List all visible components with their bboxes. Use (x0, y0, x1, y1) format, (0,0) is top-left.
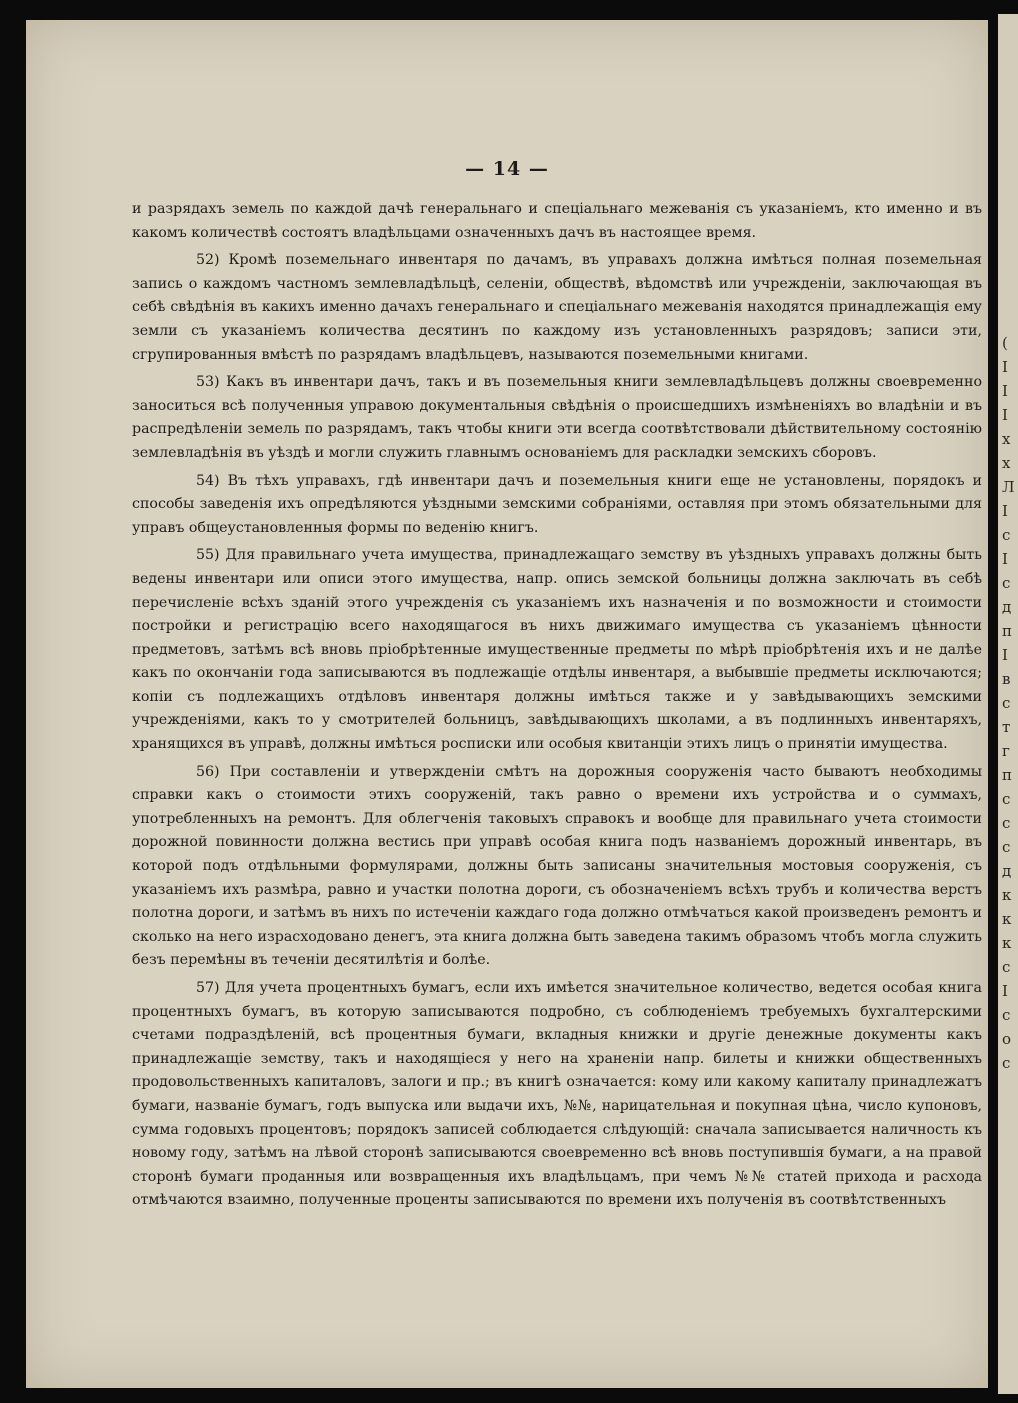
next-page-edge-letter: к (1002, 934, 1012, 952)
page-number: — 14 — (465, 158, 549, 180)
next-page-edge-letter: с (1002, 1054, 1011, 1072)
next-page-edge-letter: с (1002, 814, 1011, 832)
next-page-edge-letter: в (1002, 670, 1011, 688)
next-page-edge-letter: ( (1002, 334, 1008, 352)
document-body (132, 198, 982, 1213)
paragraph-56: 56) При составленіи и утвержденіи смѣтъ на дорожныя сооруженія часто бываютъ необходимы справки какъ о стоимости этихъ сооруженій, такъ равно о времени ихъ устройства и о суммахъ, употребленныхъ на ремонтъ. Для облегченія таковыхъ справокъ и вообще для правильнаго учета стоимости дорожной повинности должна вестись при управѣ особая книга подъ названіемъ дорожный инвентарь, въ которой подъ отдѣльными формулярами, должны быть записаны значительныя мостовыя сооруженія, съ указаніемъ ихъ размѣра, равно и участки полотна дороги, съ обозначеніемъ всѣхъ трубъ и количества верстъ полотна дороги, и затѣмъ въ нихъ по истеченіи каждаго года должно отмѣчаться какой произведенъ ремонтъ и сколько на него израсходовано денегъ, эта книга должна быть заведена такимъ образомъ чтобъ могла служить безъ перемѣны въ теченіи десятилѣтія и болѣе. (132, 763, 982, 969)
next-page-edge-letter: с (1002, 838, 1011, 856)
next-page-edge-letter: I (1002, 982, 1008, 1000)
paragraph-52: 52) Кромѣ поземельнаго инвентаря по дачамъ, въ управахъ должна имѣться полная поземельная запись о каждомъ частномъ землевладѣльцѣ, селеніи, обществѣ, вѣдомствѣ или учрежденіи, заключающая въ себѣ свѣдѣнія въ какихъ именно дачахъ генеральнаго и спеціальнаго межеванія находятся принадлежащія ему земли съ указаніемъ количества десятинъ по каждому изъ установленныхъ разрядовъ; записи эти, сгрупированныя вмѣстѣ по разрядамъ владѣльцевъ, называются поземельными книгами. (132, 252, 982, 363)
next-page-edge-letter: с (1002, 790, 1011, 808)
next-page-edge-letter: x (1002, 454, 1011, 472)
paragraph-53: 53) Какъ въ инвентари дачъ, такъ и въ поземельныя книги землевладѣльцевъ должны своевременно заноситься всѣ полученныя управою документальныя свѣдѣнія о происшедшихъ измѣненіяхъ во владѣніи и въ распредѣленіи земель по разрядамъ, такъ чтобы книги эти всегда соотвѣтствовали дѣйствительному состоянію землевладѣнія въ уѣздѣ и могли служить главнымъ основаніемъ для раскладки земскихъ сборовъ. (132, 374, 982, 461)
next-page-edge-letter: с (1002, 958, 1011, 976)
next-page-edge-letter: I (1002, 382, 1008, 400)
next-page-edge-letter: I (1002, 550, 1008, 568)
paragraph-57: 57) Для учета процентныхъ бумагъ, если ихъ имѣется значительное количество, ведется особая книга процентныхъ бумагъ, въ которую записываются подробно, съ соблюденіемъ требуемыхъ бухгалтерскими счетами подраздѣленій, всѣ процентныя бумаги, вкладныя книжки и другіе денежные документы какъ принадлежащіе земству, такъ и находящіеся у него на храненіи напр. билеты и книжки общественныхъ продовольственныхъ капиталовъ, залоги и пр.; въ книгѣ означается: кому или какому капиталу принадлежатъ бумаги, названіе бумагъ, годъ выпуска или выдачи ихъ, №№, нарицательная и покупная цѣна, число купоновъ, сумма годовыхъ процентовъ; порядокъ записей соблюдается слѣдующій: сначала записывается наличность къ новому году, затѣмъ на лѣвой сторонѣ записываются своевременно всѣ вновь поступившія бумаги, а на правой сторонѣ бумаги проданныя или возвращенныя ихъ владѣльцамъ, при чемъ №№ статей прихода и расхода отмѣчаются взаимно, полученные проценты записываются по времени ихъ полученія въ соотвѣтственныхъ (132, 980, 982, 1209)
next-page-edge-letter: г (1002, 742, 1010, 760)
next-page-edge-letter: д (1002, 598, 1012, 616)
paragraph-55: 55) Для правильнаго учета имущества, принадлежащаго земству въ уѣздныхъ управахъ должны быть ведены инвентари или описи этого имущества, напр. опись земской больницы должна заключать въ себѣ перечисленіе всѣхъ зданій этого учрежденія съ указаніемъ ихъ назначенія и по возможности и стоимости постройки и регистрацію всего находящагося въ нихъ движимаго имущества съ указаніемъ цѣнности предметовъ, затѣмъ всѣ вновь пріобрѣтенные имущественные предметы по мѣрѣ пріобрѣтенія ихъ и не далѣе какъ по окончаніи года записываются въ подлежащіе отдѣлы инвентаря, а выбывшіе предметы исключаются; копіи съ подлежащихъ отдѣловъ инвентаря должны имѣться также и у завѣдывающихъ земскими учрежденіями, какъ то у смотрителей больницъ, завѣдывающихъ школами, а въ подлинныхъ инвентаряхъ, хранящихся въ управѣ, должны имѣться росписки или особыя квитанціи этихъ лицъ о принятіи имущества. (132, 547, 982, 753)
next-page-edge-letter: I (1002, 406, 1008, 424)
next-page-edge-letters (998, 14, 1018, 1394)
next-page-edge-letter: д (1002, 862, 1012, 880)
next-page-edge-letter: с (1002, 526, 1011, 544)
next-page-edge (998, 14, 1018, 1394)
next-page-edge-letter: п (1002, 766, 1012, 784)
next-page-edge-letter: Л (1002, 478, 1015, 496)
next-page-edge-letter: с (1002, 574, 1011, 592)
next-page-edge-letter: х (1002, 430, 1011, 448)
next-page-edge-letter: п (1002, 622, 1012, 640)
next-page-edge-letter: т (1002, 718, 1011, 736)
next-page-edge-letter: с (1002, 1006, 1011, 1024)
paragraph-intro: и разрядахъ земель по каждой дачѣ генеральнаго и спеціальнаго межеванія съ указаніемъ, кто именно и въ какомъ количествѣ состоятъ владѣльцами означенныхъ дачъ въ настоящее время. (132, 201, 982, 241)
next-page-edge-letter: I (1002, 646, 1008, 664)
document-page (26, 20, 988, 1388)
next-page-edge-letter: к (1002, 886, 1012, 904)
next-page-edge-letter: I (1002, 358, 1008, 376)
paragraph-54: 54) Въ тѣхъ управахъ, гдѣ инвентари дачъ и поземельныя книги еще не установлены, порядокъ и способы заведенія ихъ опредѣляются уѣздными земскими собраніями, оставляя при этомъ обязательными для управъ общеустановленныя формы по веденію книгъ. (132, 472, 982, 536)
next-page-edge-letter: к (1002, 910, 1012, 928)
next-page-edge-letter: I (1002, 502, 1008, 520)
next-page-edge-letter: с (1002, 694, 1011, 712)
next-page-edge-letter: о (1002, 1030, 1012, 1048)
